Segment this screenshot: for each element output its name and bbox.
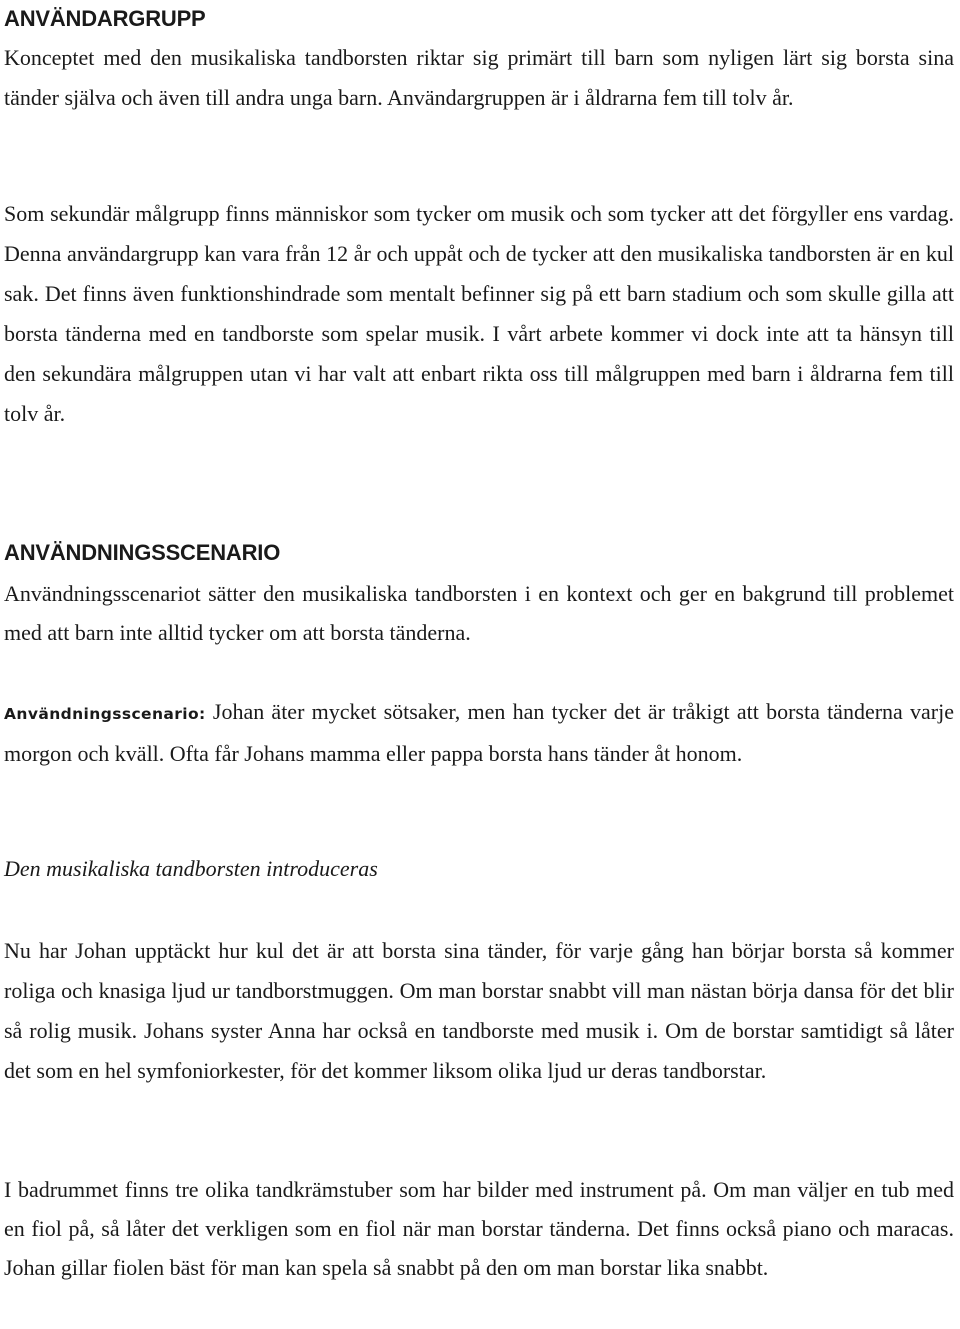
paragraph-user-group-intro: Konceptet med den musikaliska tandborsten riktar sig primärt till barn som nyligen lärt sig borsta sina tänder själva och även till andra unga barn. Användargruppen är i åldrarna fem till tolv år. [4, 45, 954, 110]
section-heading-usage-scenario: ANVÄNDNINGSSCENARIO [4, 540, 281, 565]
section-heading-user-group: ANVÄNDARGRUPP [4, 6, 206, 31]
subheading-toothbrush-introduced: Den musikaliska tandborsten introduceras [4, 856, 378, 881]
scenario-text: Johan äter mycket sötsaker, men han tycker det är tråkigt att borsta tänderna varje morgon och kväll. Ofta får Johans mamma eller pappa borsta hans tänder åt honom. [4, 699, 954, 766]
scenario-label: Användningsscenario: [4, 705, 206, 723]
paragraph-johan-discovers: Nu har Johan upptäckt hur kul det är att borsta sina tänder, för varje gång han börjar borsta så kommer roliga och knasiga ljud ur tandborstmuggen. Om man borstar snabbt vill man nästan börja dansa för det blir så rolig musik. Johans syster Anna har också en tandborste med musik i. Om de borstar samtidigt så låter det som en hel symfoniorkester, för det kommer liksom olika ljud ur deras tandborstar. [4, 938, 954, 1083]
paragraph-usage-scenario-intro: Användningsscenariot sätter den musikaliska tandborsten i en kontext och ger en bakgrund till problemet med att barn inte alltid tycker om att borsta tänderna. [4, 581, 954, 645]
paragraph-scenario [4, 692, 954, 774]
paragraph-secondary-target-group: Som sekundär målgrupp finns människor som tycker om musik och som tycker att det förgyller ens vardag. Denna användargrupp kan vara från 12 år och uppåt och de tycker att den musikaliska tandborsten är en kul sak. Det finns även funktionshindrade som mentalt befinner sig på ett barn stadium och som skulle gilla att borsta tänderna med en tandborste som spelar musik. I vårt arbete kommer vi dock inte att ta hänsyn till den sekundära målgruppen utan vi har valt att enbart rikta oss till målgruppen med barn i åldrarna fem till tolv år. [4, 201, 954, 426]
paragraph-toothpaste-tubes: I badrummet finns tre olika tandkrämstuber som har bilder med instrument på. Om man väljer en tub med en fiol på, så låter det verkligen som en fiol när man borstar tänderna. Det finns också piano och maracas. Johan gillar fiolen bäst för man kan spela så snabbt på den om man borstar lika snabbt. [4, 1177, 954, 1280]
